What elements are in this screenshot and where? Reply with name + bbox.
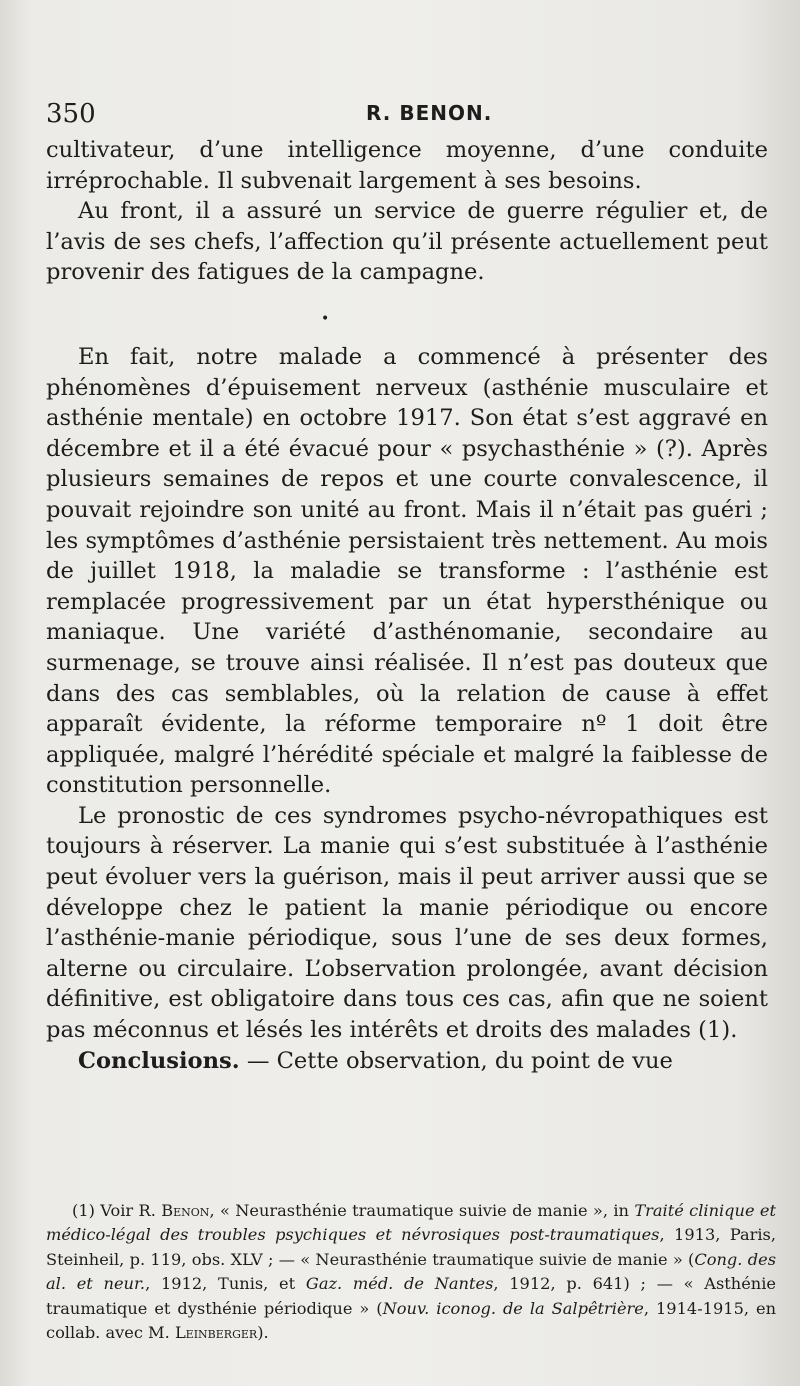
paragraph-4: Le pronostic de ces syndromes psycho-névropathiques est toujours à réserver. La manie qui s’est substituée à l’asthénie peut évoluer vers la guérison, mais il peut arriver aussi que se développe chez le patient la manie périodique ou encore l’asthénie-manie périodique, sous l’une de ses deux formes, alterne ou circulaire. L’observation prolongée, avant décision définitive, est obligatoire dans tous ces cas, afin que ne soient pas méconnus et lésés les intérêts et droits des malades (1). [46, 802, 768, 1044]
footnote-collaborator: Leinberger [174, 1323, 258, 1343]
footnote-text-1: , « Neurasthénie traumatique suivie de manie », in [209, 1201, 635, 1220]
running-head: R. BENON. [366, 101, 493, 125]
footnote-book-title: Traité clinique et médico-légal des troubles psychiques et névrosiques post-traumatiques [46, 1201, 776, 1245]
footnote-text-2: , 1913, Paris, Steinheil, p. 119, obs. XLV ; — « Neurasthénie traumatique suivie de manie » ( [46, 1225, 776, 1269]
footnote-text-4: , 1912, p. 641) ; — « Asthénie traumatique et dysthénie périodique » ( [46, 1274, 776, 1318]
conclusions-text: — Cette observation, du point de vue [239, 1047, 673, 1074]
page-number: 350 [46, 99, 96, 129]
footnote-text-5: , 1914-1915, en collab. avec M. [46, 1298, 776, 1343]
footnote-text-6: ). [257, 1323, 269, 1343]
paragraph-1: cultivateur, d’une intelligence moyenne, d’une conduite irréprochable. Il subvenait largement à ses besoins. [46, 137, 768, 194]
footnote-congress: Cong. des al. et neur. [46, 1249, 776, 1294]
footnote-author: R. Benon [138, 1201, 210, 1220]
footnote-text-3: , 1912, Tunis, et [145, 1274, 306, 1294]
paragraph-3: En fait, notre malade a commencé à présenter des phénomènes d’épuisement nerveux (asthénie musculaire et asthénie mentale) en octobre 1917. Son état s’est aggravé en décembre et il a été évacué pour « psychasthénie » (?). Après plusieurs semaines de repos et une courte convalescence, il pouvait rejoindre son unité au front. Mais il n’était pas guéri ; les symptômes d’asthénie persistaient très nettement. Au mois de juillet 1918, la maladie se transforme : l’asthénie est remplacée progressivement par un état hypersthénique ou maniaque. Une variété d’asthénomanie, secondaire au surmenage, se trouve ainsi réalisée. Il n’est pas douteux que dans des cas semblables, où la relation de cause à effet apparaît évidente, la réforme temporaire nº 1 doit être appliquée, malgré l’hérédité spéciale et malgré la faiblesse de constitution personnelle. [46, 343, 768, 799]
footnote-1 [46, 1199, 776, 1345]
paragraph-5 [46, 1046, 768, 1077]
conclusions-heading: Conclusions. [78, 1047, 240, 1074]
section-separator: • [321, 310, 330, 327]
footnote-marker: (1) Voir [72, 1201, 139, 1220]
footnote-gazette: Gaz. méd. de Nantes [305, 1274, 494, 1294]
footnotes [46, 1199, 776, 1345]
footnote-iconography: Nouv. iconog. de la Salpêtrière [382, 1298, 644, 1318]
body-text [46, 135, 768, 1076]
page-header [46, 99, 746, 135]
paragraph-2: Au front, il a assuré un service de guerre régulier et, de l’avis de ses chefs, l’affection qu’il présente actuellement peut provenir des fatigues de la campagne. [46, 198, 768, 286]
